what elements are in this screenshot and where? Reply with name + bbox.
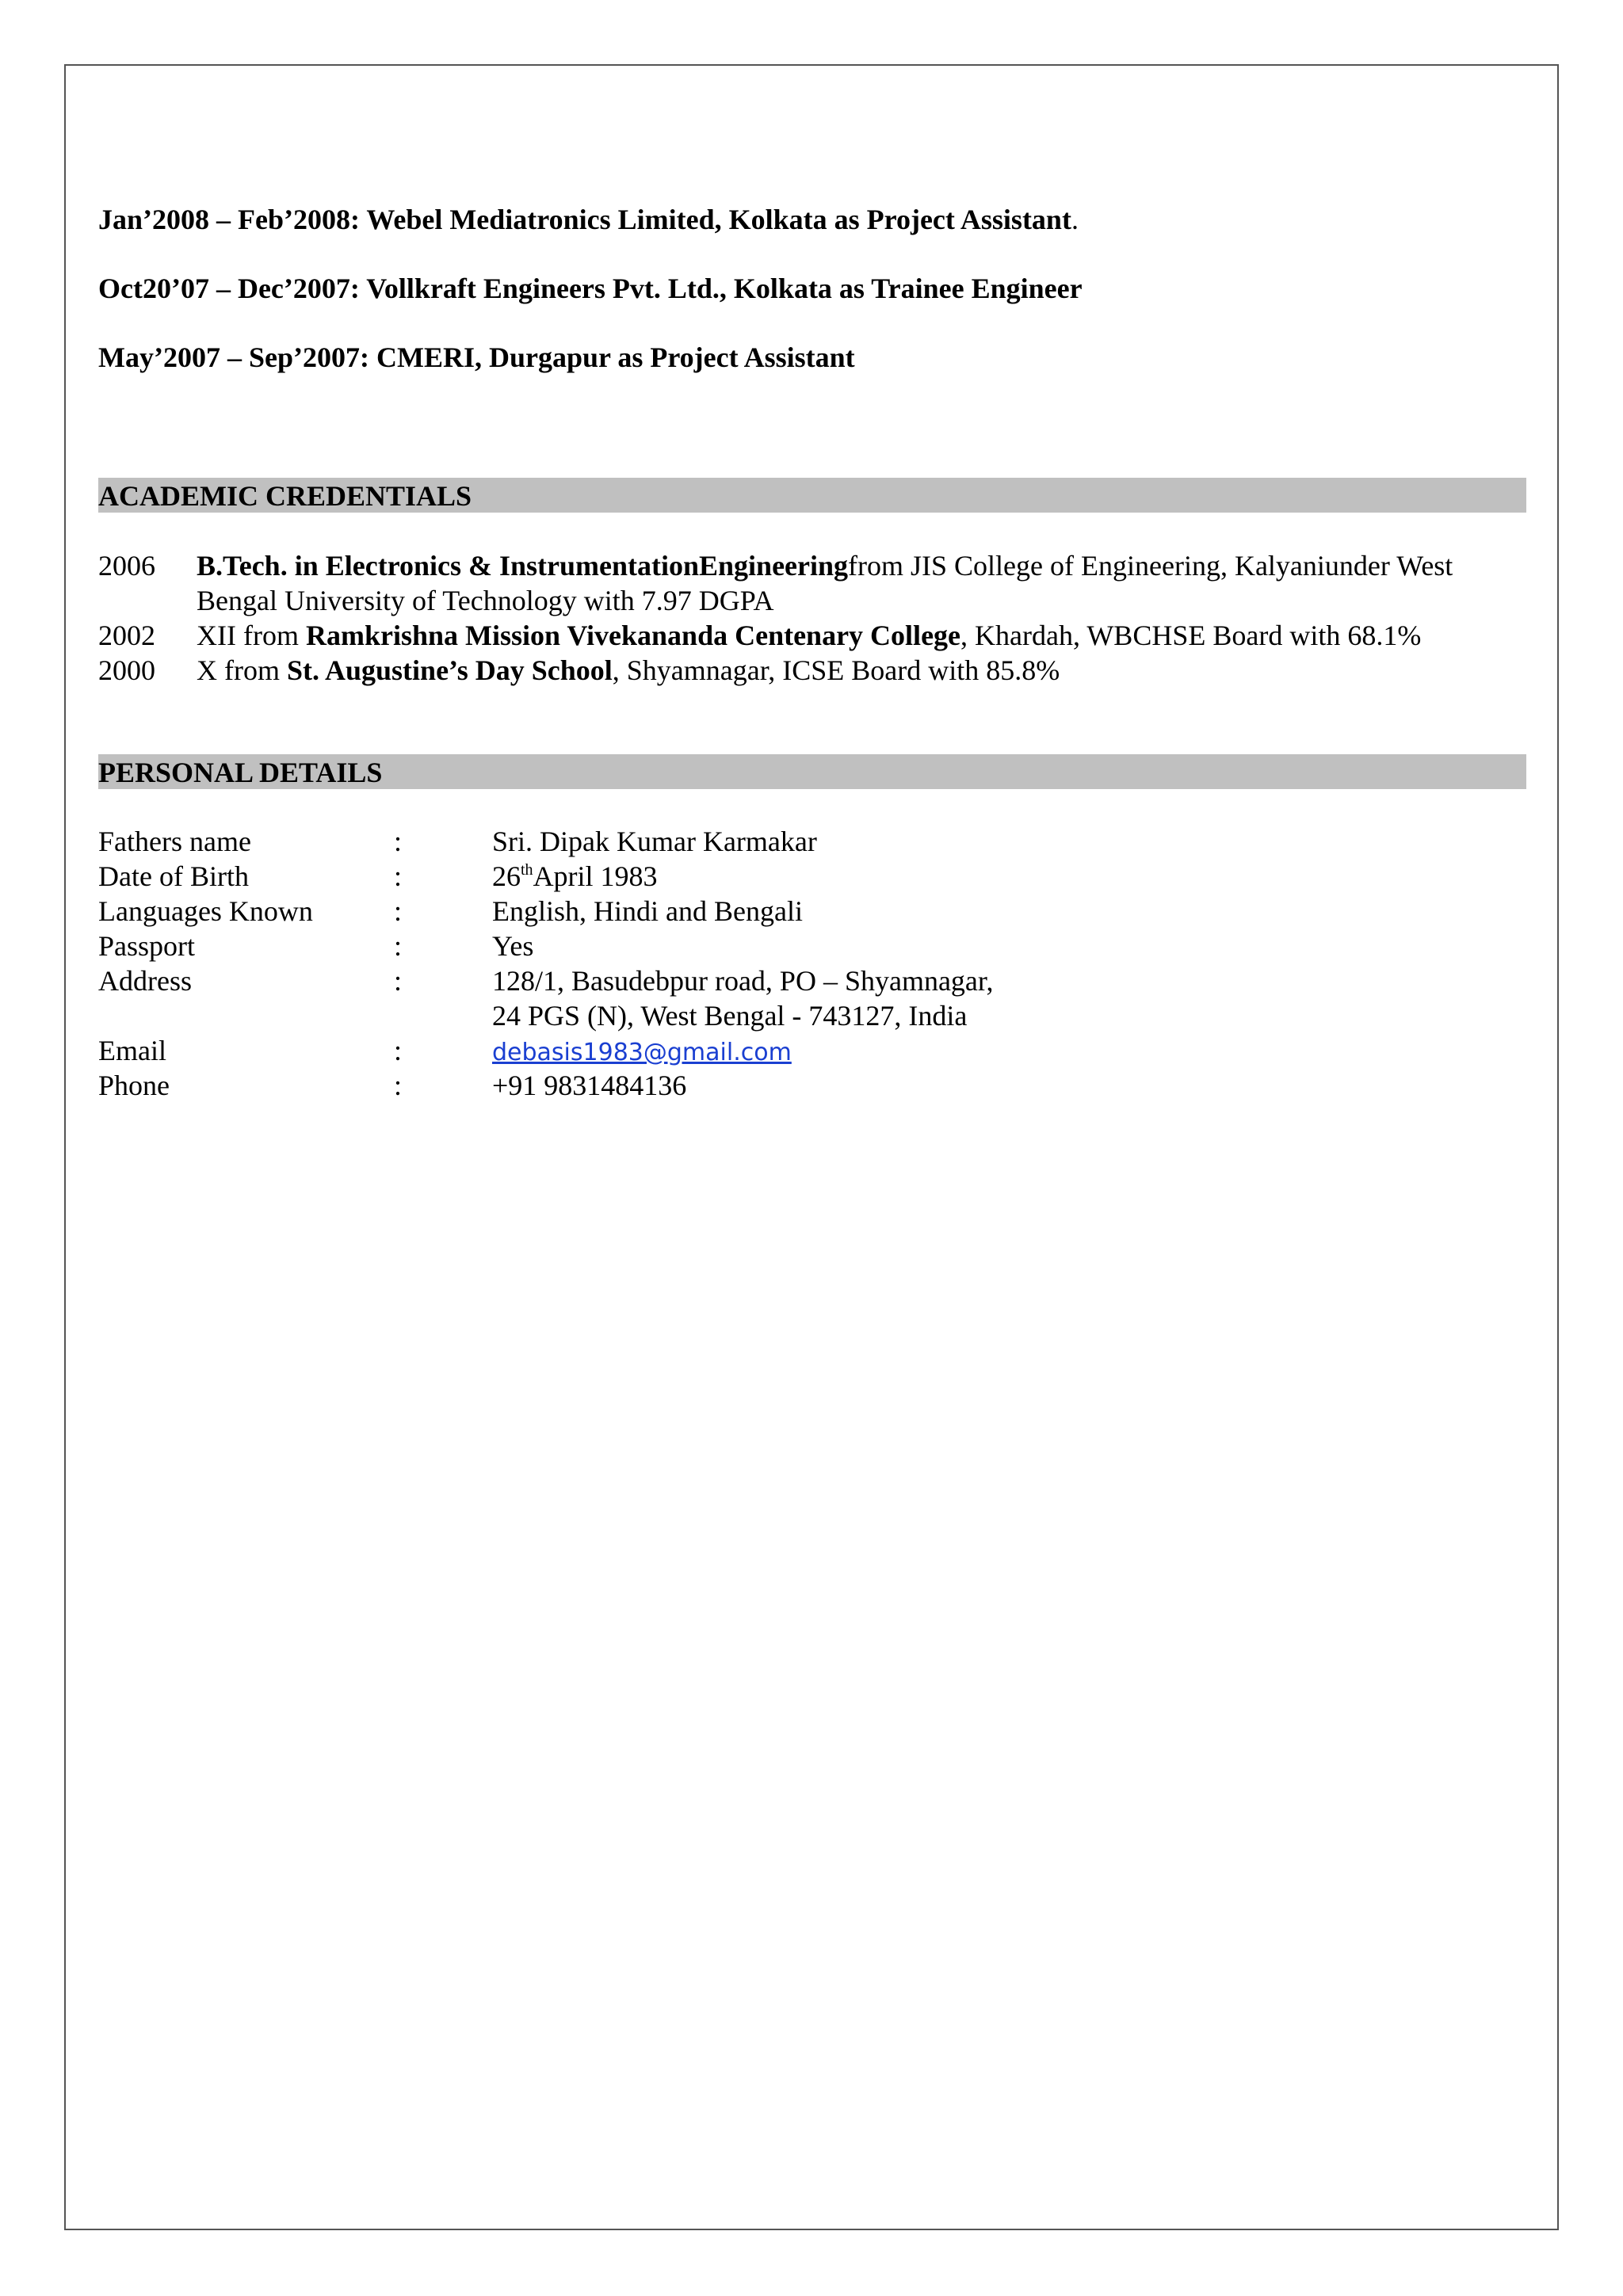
field-label: Languages Known — [98, 895, 313, 927]
academic-detail — [197, 548, 1528, 618]
field-value: +91 9831484136 — [492, 1070, 687, 1101]
section-heading-academic: ACADEMIC CREDENTIALS — [98, 478, 1526, 513]
field-label: Date of Birth — [98, 860, 249, 892]
experience-text: Jan’2008 – Feb’2008: Webel Mediatronics Limited, Kolkata as Project Assistant — [98, 204, 1071, 235]
academic-year: 2006 — [98, 550, 155, 582]
academic-board: , Khardah, WBCHSE Board with 68.1% — [960, 620, 1422, 651]
address-line-2: 24 PGS (N), West Bengal - 743127, India — [492, 1000, 968, 1032]
academic-row — [98, 548, 1526, 618]
academic-school: Ramkrishna Mission Vivekananda Centenary College — [305, 620, 961, 651]
email-link[interactable]: debasis1983@gmail.com — [492, 1039, 792, 1066]
academic-year: 2002 — [98, 620, 155, 651]
academic-board: , Shyamnagar, ICSE Board with 85.8% — [612, 654, 1060, 686]
field-label: Phone — [98, 1070, 170, 1101]
field-value: Sri. Dipak Kumar Karmakar — [492, 826, 817, 857]
address-line-1: 128/1, Basudebpur road, PO – Shyamnagar, — [492, 965, 994, 997]
personal-row-address — [98, 963, 1526, 1033]
section-heading-personal: PERSONAL DETAILS — [98, 754, 1526, 789]
academic-detail — [197, 653, 1528, 688]
academic-year: 2000 — [98, 654, 155, 686]
field-label: Address — [98, 965, 192, 997]
dob-day: 26 — [492, 860, 521, 892]
field-value: English, Hindi and Bengali — [492, 895, 803, 927]
dob-suffix: th — [521, 861, 533, 879]
experience-text: May’2007 – Sep’2007: CMERI, Durgapur as Project Assistant — [98, 341, 855, 373]
field-separator: : — [394, 895, 403, 927]
experience-item — [98, 272, 1083, 305]
academic-school: St. Augustine’s Day School — [286, 654, 613, 686]
experience-item — [98, 203, 1079, 236]
field-separator: : — [394, 1070, 403, 1101]
academic-level: XII from — [197, 620, 306, 651]
field-value: Yes — [492, 930, 534, 962]
experience-trail: . — [1071, 204, 1079, 235]
academic-degree: B.Tech. in Electronics & InstrumentationEngineering — [197, 550, 849, 582]
field-separator: : — [394, 826, 403, 857]
field-label: Email — [98, 1035, 166, 1066]
experience-item — [98, 341, 855, 374]
dob-month-year: April 1983 — [533, 860, 658, 892]
field-value — [492, 1033, 792, 1070]
field-separator: : — [394, 965, 403, 997]
experience-text: Oct20’07 – Dec’2007: Vollkraft Engineers Pvt. Ltd., Kolkata as Trainee Engineer — [98, 273, 1083, 304]
field-label: Fathers name — [98, 826, 251, 857]
field-separator: : — [394, 1035, 403, 1066]
academic-detail — [197, 618, 1528, 653]
field-value — [492, 963, 993, 1033]
academic-institution: from JIS College of Engineering, Kalyaniunder West Bengal University of Technology with 7.97 DGPA — [197, 550, 1453, 616]
academic-level: X from — [197, 654, 287, 686]
page-border — [64, 64, 1559, 2230]
field-separator: : — [394, 860, 403, 892]
field-value — [492, 859, 658, 894]
field-label: Passport — [98, 930, 196, 962]
field-separator: : — [394, 930, 403, 962]
